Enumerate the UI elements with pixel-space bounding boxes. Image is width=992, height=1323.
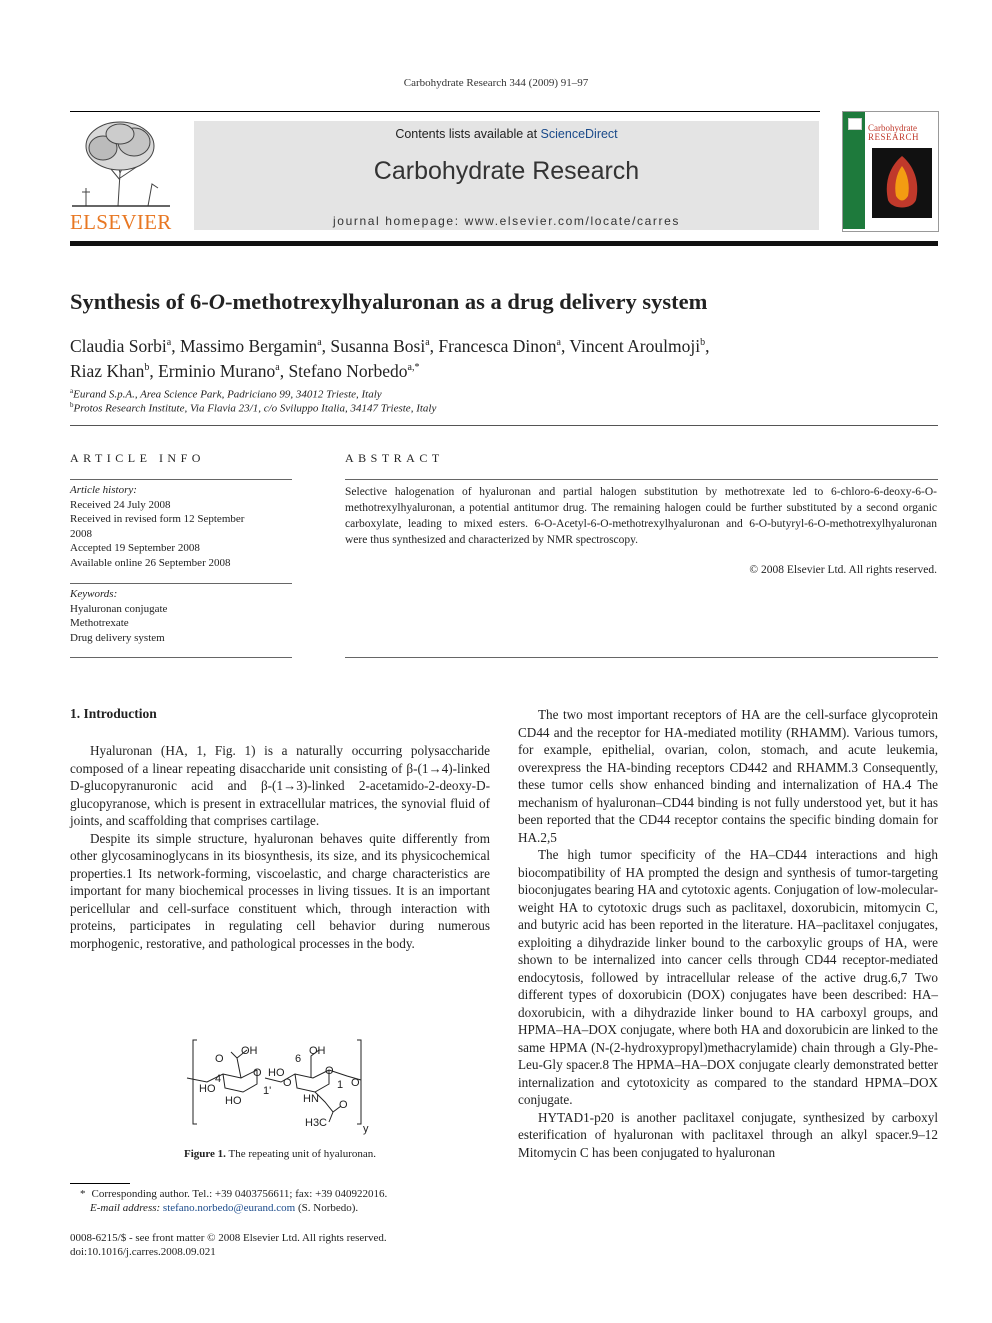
cover-image <box>872 148 932 218</box>
history-line: Received in revised form 12 September <box>70 513 245 525</box>
keyword: Methotrexate <box>70 617 129 629</box>
article-title <box>70 289 930 315</box>
abstract-rule <box>345 479 938 480</box>
email-suffix: (S. Norbedo). <box>295 1202 359 1214</box>
affiliation-rule <box>70 425 938 426</box>
intro-heading: 1. Introduction <box>70 706 157 721</box>
author-affil-sup: a <box>556 337 561 348</box>
intro-paragraph-r2: The high tumor specificity of the HA–CD44 interactions and high biocompatibility of HA prompted the design and synthesis of tumor-targeting bioconjugates bearing HA and cytotoxic agents. Conjugation of low-molecular-weight HA to cytotoxic drugs such as paclitaxel, doxorubicin, mitomycin C, and butyric acid has been reported in the literature. HA–paclitaxel conjugates, exploiting a dihydrazide linker bound to the carboxylic groups of HA, were shown to be internalized into cancer cells through CD44 receptor-mediated endocytosis, followed by intracellular release of the active drug.6,7 Two different types of doxorubicin (DOX) conjugates have been described: HA–doxorubicin, with a dihydrazide linker bound to HA carboxyl groups, and HPMA–HA–DOX conjugate, where both HA and doxorubicin are linked to the same HPMA (N-(2-hydroxypropyl)methacrylamide) chain through a Gly-Phe-Leu-Gly spacer.8 The HPMA–HA–DOX conjugate clearly demonstrated better internalization and cytotoxicity as compared to the standard HPMA–DOX conjugate. <box>518 847 938 1107</box>
fig-label: O <box>351 1077 360 1089</box>
fig-label: 6 <box>295 1053 302 1065</box>
fig-label: HO <box>225 1095 242 1107</box>
author-affil-sup: b <box>144 361 150 373</box>
caption-label: Figure 1. <box>183 1148 226 1160</box>
fig-label: y <box>363 1123 369 1135</box>
journal-cover-thumbnail[interactable] <box>842 111 939 232</box>
history-label: Article history: <box>70 484 137 496</box>
history-line: Accepted 19 September 2008 <box>70 542 200 554</box>
elsevier-logo[interactable] <box>68 118 174 232</box>
author-sep: , <box>171 335 180 356</box>
article-info-bottom-rule <box>70 657 292 658</box>
history-line: Received 24 July 2008 <box>70 498 171 511</box>
author[interactable]: Claudia Sorbi <box>70 335 167 356</box>
title-part-1: Synthesis of 6- <box>70 289 209 314</box>
sciencedirect-link[interactable]: ScienceDirect <box>540 127 618 141</box>
journal-citation: Carbohydrate Research 344 (2009) 91–97 <box>403 77 589 89</box>
author[interactable]: Vincent Aroulmoji <box>569 335 701 356</box>
fig-label: H3C <box>305 1117 328 1129</box>
journal-homepage[interactable]: journal homepage: www.elsevier.com/locate/carres <box>333 214 680 228</box>
author-affil-sup: a <box>166 337 172 348</box>
header-thick-rule <box>70 241 938 246</box>
journal-name[interactable]: Carbohydrate Research <box>373 157 640 185</box>
abstract-copyright: © 2008 Elsevier Ltd. All rights reserved. <box>749 564 937 576</box>
caption-text: The repeating unit of hyaluronan. <box>225 1148 377 1160</box>
author[interactable]: Francesca Dinon <box>438 335 557 356</box>
author-sep: , <box>705 335 710 356</box>
abstract-heading: ABSTRACT <box>345 451 444 465</box>
issn-line: 0008-6215/$ - see front matter © 2008 Elsevier Ltd. All rights reserved. <box>70 1232 387 1244</box>
fig-label: O <box>215 1053 224 1065</box>
intro-paragraph-r1: The two most important receptors of HA are the cell-surface glycoprotein CD44 and the receptor for HA-mediated motility (RHAMM). Various tumors, for example, epithelial, ovarian, colon, stomach, and acute leukemia, overexpress the HA-binding receptors CD442 and RHAMM.3 Consequently, these tumor cells show enhanced binding and internalization of HA.4 The mechanism of hyaluronan–CD44 binding is not fully understood yet, but it has been reported that the CD44 receptor contains the specific binding domain for HA.2,5 <box>518 707 938 845</box>
author[interactable]: Riaz Khan <box>70 360 145 381</box>
intro-paragraph-r3: HYTAD1-p20 is another paclitaxel conjugate, synthesized by carboxyl esterification of hyaluronan with paclitaxel through an alkyl spacer.9–12 Mitomycin C has been conjugated to hyaluronan <box>518 1109 938 1160</box>
article-info-heading: ARTICLE INFO <box>70 451 205 465</box>
title-part-2: -methotrexylhyaluronan as a drug delivery system <box>225 289 708 314</box>
author-affil-sup: b <box>700 337 706 348</box>
cover-art-icon <box>872 148 932 218</box>
figure-1-caption <box>70 1148 490 1160</box>
corresponding-text: Corresponding author. Tel.: +39 0403756611; fax: +39 040922016. <box>91 1188 388 1200</box>
author-sep: , <box>149 360 159 381</box>
fig-label: HO <box>199 1083 216 1095</box>
author-list <box>70 332 930 382</box>
author-affil-sup: a <box>317 337 322 348</box>
affil-sup: a <box>70 387 74 395</box>
author[interactable]: Massimo Bergamin <box>179 335 318 356</box>
contents-prefix: Contents lists available at <box>395 127 541 141</box>
fig-label: O <box>339 1099 348 1111</box>
article-history <box>70 483 292 570</box>
keywords-block <box>70 587 292 645</box>
author-sep: , <box>560 335 570 356</box>
fig-label: 4 <box>215 1073 222 1085</box>
header-rule <box>70 111 820 112</box>
affiliation-a <box>70 387 382 401</box>
email-link[interactable]: stefano.norbedo@eurand.com <box>162 1202 296 1214</box>
fig-label: 1' <box>263 1085 272 1097</box>
intro-left-column <box>70 742 490 952</box>
figure-1 <box>185 1036 385 1136</box>
author[interactable]: Susanna Bosi <box>330 335 426 356</box>
abstract-text: Selective halogenation of hyaluronan and partial halogen substitution by methotrexate led to 6-chloro-6-deoxy-6-O-methotrexylhyaluronan, a potential antitumor drug. The remaining halogen could be further substituted by a second organic carboxylate, leading to mixed esters. 6-O-Acetyl-6-O-methotrexylhyaluronan and 6-O-butyryl-6-O-methotrexylhyaluronan were thus synthesized and characterized by NMR spectroscopy. <box>345 486 937 546</box>
affil-sup: b <box>70 401 74 409</box>
author[interactable]: Stefano Norbedo <box>288 360 408 381</box>
fig-label: HO <box>268 1067 285 1079</box>
fig-label: O <box>253 1067 262 1079</box>
affiliation-b <box>70 401 436 415</box>
email-note <box>90 1201 490 1215</box>
fig-label: 1 <box>337 1079 344 1091</box>
affil-text: Eurand S.p.A., Area Science Park, Padriciano 99, 34012 Trieste, Italy <box>73 388 382 401</box>
history-line: 2008 <box>70 527 92 540</box>
cover-logo-icon <box>848 118 862 130</box>
author-sep: , <box>429 335 439 356</box>
author[interactable]: Erminio Murano <box>158 360 276 381</box>
fig-label: OH <box>241 1045 258 1057</box>
keyword: Hyaluronan conjugate <box>70 602 168 615</box>
elsevier-wordmark: ELSEVIER <box>70 210 172 234</box>
article-info-rule <box>70 479 292 480</box>
intro-paragraph-1: Hyaluronan (HA, 1, Fig. 1) is a naturally occurring polysaccharide composed of a linear repeating disaccharide unit consisting of β-(1→4)-linked D-glucopyranuronic acid and β-(1→3)-linked 2-acetamido-2-deoxy-D-glucopyranose, which is present in extracellular matrices, the synovial fluid of joints, and scaffolding that comprises cartilage. <box>70 743 490 828</box>
authors-line-2 <box>70 357 930 382</box>
hyaluronan-structure-icon <box>185 1036 385 1136</box>
fig-label: O <box>325 1065 334 1077</box>
keyword: Drug delivery system <box>70 631 165 644</box>
fig-label: OH <box>309 1045 326 1057</box>
author-affil-sup: a <box>425 337 430 348</box>
history-line: Available online 26 September 2008 <box>70 556 231 569</box>
author-affil-sup: a <box>275 361 280 373</box>
intro-paragraph-2: Despite its simple structure, hyaluronan behaves quite differently from other glycosaminoglycans in its biosynthesis, its size, and its physicochemical properties.1 Its network-forming, viscoelastic, and charge characteristics are important for many biochemical processes in living tissues. It is an important pericellular and cell-surface constituent which, through interaction with proteins, participates in regulating cell behavior during numerous morphogenic, restorative, and pathological processes in the body. <box>70 830 490 951</box>
keywords-rule <box>70 583 292 584</box>
intro-right-column <box>518 706 938 1161</box>
journal-masthead <box>194 121 819 230</box>
elsevier-tree-icon <box>68 118 174 208</box>
author-sep: , <box>321 335 331 356</box>
title-italic-o: O <box>208 289 226 314</box>
contents-line <box>194 127 819 141</box>
doi-line[interactable]: doi:10.1016/j.carres.2008.09.021 <box>70 1246 216 1258</box>
keywords-label: Keywords: <box>70 588 118 600</box>
author-sep: , <box>279 360 289 381</box>
affil-text: Protos Research Institute, Via Flavia 23/1, c/o Sviluppo Italia, 34147 Trieste, Italy <box>73 402 437 415</box>
footnote-rule <box>70 1183 130 1184</box>
fig-label: O <box>283 1077 292 1089</box>
fig-label: HN <box>303 1093 319 1105</box>
asterisk-mark: * <box>80 1188 86 1200</box>
email-label: E-mail address: <box>90 1202 163 1214</box>
abstract-bottom-rule <box>345 657 938 658</box>
cover-title-1: Carbohydrate <box>868 123 917 133</box>
authors-line-1 <box>70 332 930 357</box>
corresponding-author-note <box>70 1187 490 1201</box>
author-affil-sup: a,* <box>407 361 420 373</box>
cover-title-2: RESEARCH <box>868 132 920 142</box>
